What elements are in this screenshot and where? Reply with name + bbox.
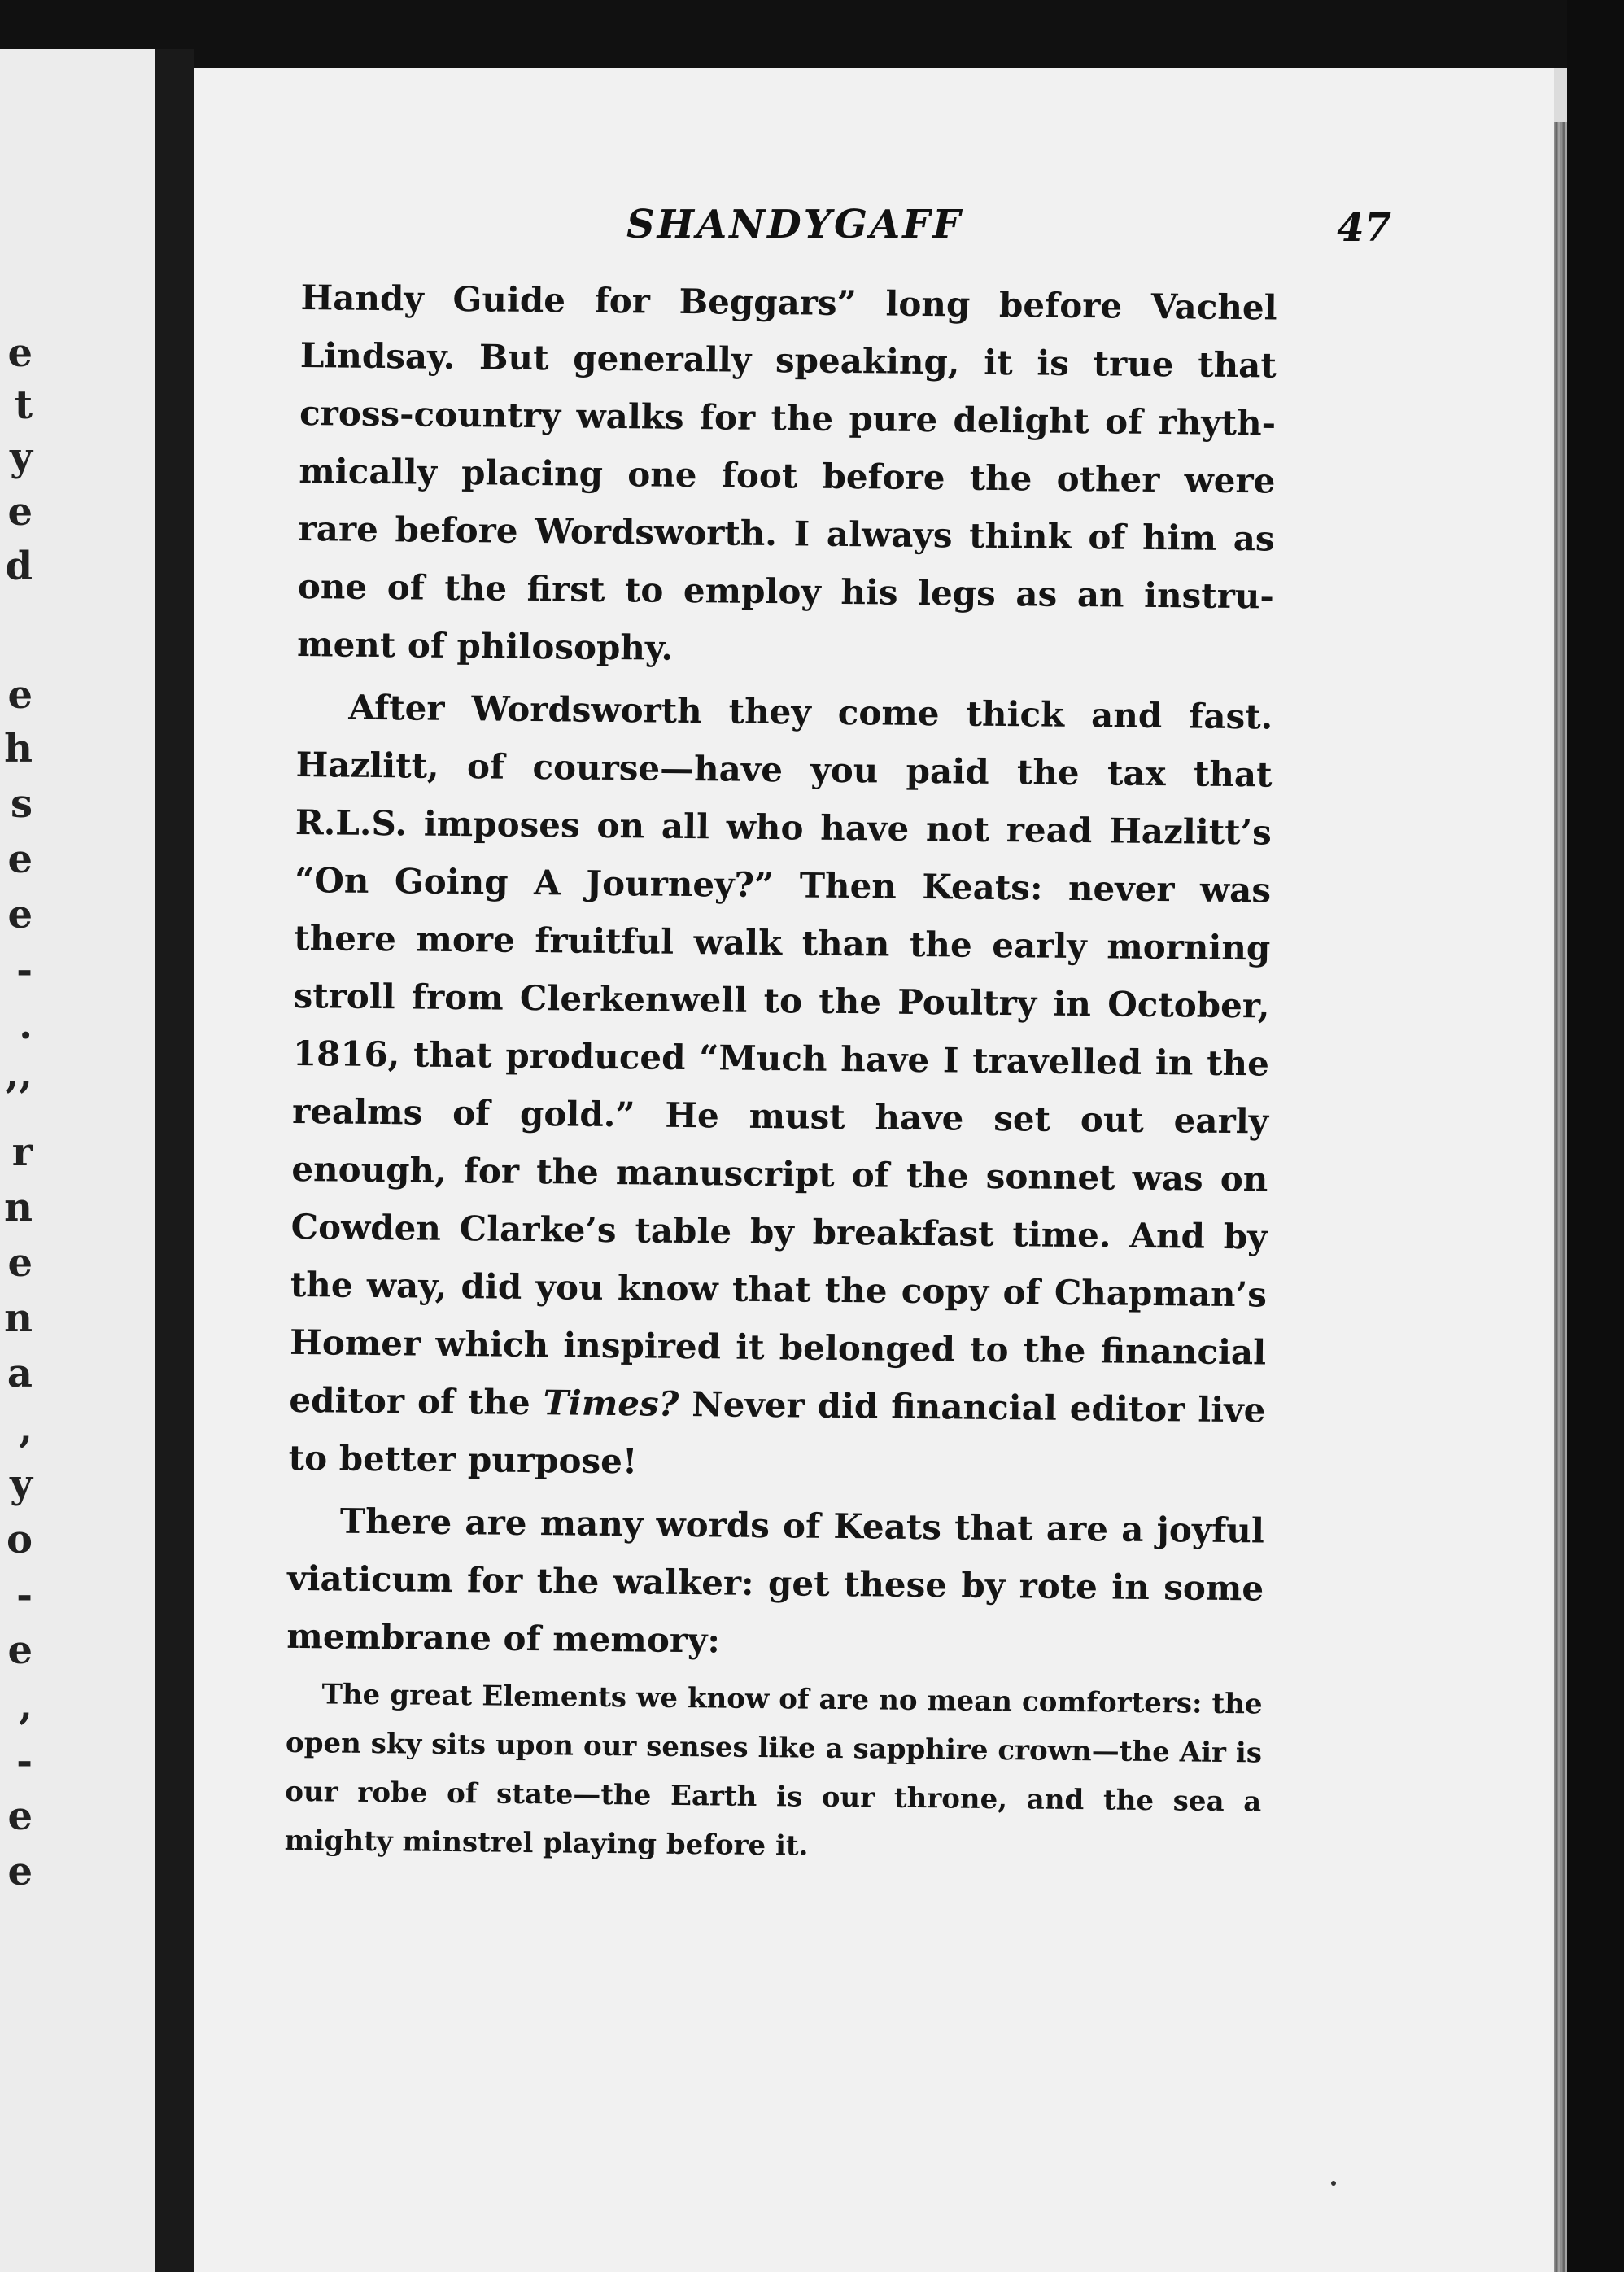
facing-page-fragment: t: [14, 382, 33, 428]
facing-page-fragment: e: [7, 330, 33, 376]
body-text: [284, 269, 1277, 1880]
scan-speck: [1331, 2181, 1336, 2186]
facing-page-fragment: e: [7, 892, 33, 937]
facing-page-fragment: -: [16, 1572, 33, 1618]
facing-page: [0, 49, 155, 2272]
facing-page-fragment: ,,: [5, 1051, 33, 1097]
facing-page-fragment: ,: [19, 1406, 33, 1452]
facing-page-fragment: n: [4, 1295, 33, 1341]
facing-page-fragment: -: [16, 1738, 33, 1784]
facing-page-fragment: y: [10, 435, 33, 480]
facing-page-fragment: e: [7, 1794, 33, 1839]
paragraph-text: Never did financial editor live to better purpose!: [288, 1384, 1266, 1482]
facing-page-fragment: e: [7, 489, 33, 535]
paragraph-text: After Wordsworth they come thick and fast. Hazlitt, of course—have you paid the tax that R.L.S. imposes on all who have not read Hazlitt’s “On Going A Journey?” Then Keats: never was there more fruitful walk than the early morning stroll from Clerkenwell to the Poultry in October, 1816, that produced “Much have I travelled in the realms of gold.” He must have set out early enough, for the manuscript of the sonnet was on Cowden Clarke’s table by breakfast time. And by the way, did you know that the copy of Chapman’s Homer which inspired it belonged to the financial editor of the: [289, 687, 1273, 1423]
facing-page-fragment: e: [7, 672, 33, 718]
paragraph: There are many words of Keats that are a joyful viaticum for the walker: get these by rote in some membrane of memory:: [286, 1501, 1265, 1661]
running-title: SHANDYGAFF: [626, 202, 963, 247]
book-gutter: [155, 49, 194, 2272]
scan-top-border: [0, 0, 1624, 68]
paragraph: [288, 678, 1273, 1497]
scan-right-border: [1567, 0, 1624, 2272]
block-quotation: The great Elements we know of are no mean comforters: the open sky sits upon our senses like a sapphire crown—the Air is our robe of state—the Earth is our throne, and the sea a mighty minstrel playing before it.: [284, 1678, 1263, 1863]
page-number: 47: [1337, 205, 1391, 251]
facing-page-fragment: a: [7, 1351, 33, 1396]
facing-page-fragment: y: [10, 1462, 33, 1507]
facing-page-fragment: .: [19, 1003, 33, 1048]
facing-page-fragment: e: [7, 1240, 33, 1286]
facing-page-fragment: -: [16, 947, 33, 993]
facing-page-fragment: e: [7, 837, 33, 882]
facing-page-fragment: e: [7, 1628, 33, 1673]
facing-page-fragment: r: [11, 1129, 33, 1175]
facing-page-fragment: h: [4, 726, 33, 771]
facing-page-fragment: ,: [19, 1683, 33, 1728]
facing-page-fragment: n: [4, 1185, 33, 1230]
facing-page-fragment: d: [5, 544, 33, 589]
paragraph: Handy Guide for Beggars” long before Vachel Lindsay. But generally speaking, it is true that cross-country walks for the pure delight of rhythmically placing one foot before the other were rare before Wordsworth. I always think of him as one of the first to employ his legs as an instrument of philosophy.: [296, 277, 1277, 668]
facing-page-fragment: o: [6, 1517, 33, 1562]
facing-page-fragment: s: [10, 781, 33, 827]
facing-page-fragment: e: [7, 1849, 33, 1894]
italic-title: Times?: [543, 1383, 679, 1424]
